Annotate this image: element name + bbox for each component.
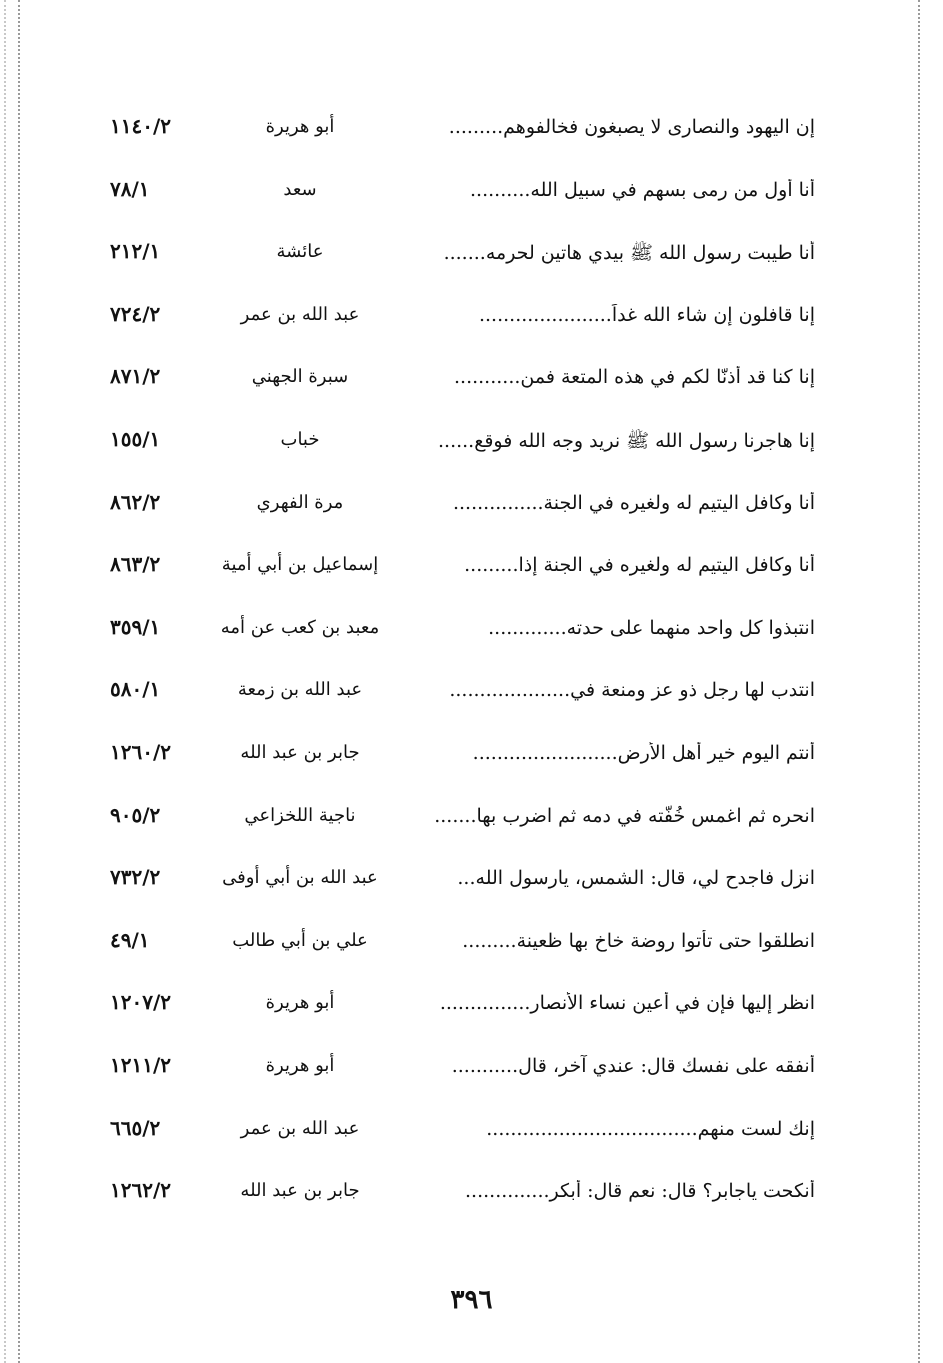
narrator-name: سبرة الجهني — [251, 366, 349, 388]
volume-page-ref: ١٢٦٢/٢ — [110, 1178, 172, 1203]
volume-page-ref: ٢١٢/١ — [110, 239, 161, 264]
narrator-name: مرة الفهري — [256, 491, 344, 513]
index-entry — [110, 171, 815, 234]
index-entry — [110, 984, 815, 1047]
index-entry — [110, 108, 815, 171]
hadith-text: انطلقوا حتى تأتوا روضة خاخ بها ظعينة......... — [462, 929, 815, 952]
volume-page-ref: ٨٦٣/٢ — [110, 552, 161, 577]
hadith-text: أنا وكافل اليتيم له ولغيره في الجنة............... — [452, 491, 815, 514]
left-margin-dots — [18, 0, 20, 1363]
narrator-name: معبد بن كعب عن أمه — [220, 616, 380, 638]
hadith-text: انتدب لها رجل ذو عز ومنعة في.................... — [449, 679, 815, 702]
narrator-name: أبو هريرة — [265, 1054, 335, 1076]
narrator-name: جابر بن عبد الله — [240, 741, 360, 763]
volume-page-ref: ٨٧١/٢ — [110, 364, 161, 389]
volume-page-ref: ١٥٥/١ — [110, 426, 161, 451]
index-entry — [110, 609, 815, 672]
right-margin-dots — [918, 0, 920, 1363]
page-number: ٣٩٦ — [450, 1285, 493, 1315]
index-entry — [110, 1047, 815, 1110]
narrator-name: أبو هريرة — [265, 116, 335, 137]
narrator-name: عائشة — [276, 241, 324, 263]
volume-page-ref: ٥٨٠/١ — [110, 677, 161, 702]
narrator-name: جابر بن عبد الله — [240, 1180, 360, 1202]
hadith-text: إنا هاجرنا رسول الله ﷺ نريد وجه الله فوقع...... — [437, 429, 815, 452]
volume-page-ref: ١٢٦٠/٢ — [110, 739, 172, 764]
index-entry — [110, 1172, 815, 1235]
volume-page-ref: ٧٢٤/٢ — [110, 301, 161, 326]
hadith-text: أنا طيبت رسول الله ﷺ بيدي هاتين لحرمه....... — [443, 242, 815, 265]
hadith-text: انحره ثم اغمس خُفّته في دمه ثم اضرب بها....... — [434, 804, 815, 827]
hadith-text: أنتم اليوم خير أهل الأرض........................ — [472, 741, 815, 764]
index-entry — [110, 233, 815, 296]
volume-page-ref: ٤٩/١ — [110, 927, 150, 952]
index-entry — [110, 859, 815, 922]
narrator-name: عبد الله بن أبي أوفى — [222, 867, 378, 889]
hadith-text: أنكحت ياجابر؟ قال: نعم قال: أبكر.............. — [465, 1180, 815, 1203]
index-entry — [110, 671, 815, 734]
hadith-text: انتبذوا كل واحد منهما على حدته............. — [488, 616, 815, 639]
narrator-name: علي بن أبي طالب — [232, 929, 368, 951]
narrator-name: ناجية اللخزاعي — [244, 804, 356, 826]
hadith-text: إنك لست منهم................................... — [486, 1117, 815, 1140]
index-entry — [110, 734, 815, 797]
hadith-text: إنا كنا قد أذنّا لكم في هذه المتعة فمن........... — [453, 366, 815, 389]
hadith-text: إن اليهود والنصارى لا يصبغون فخالفوهم......... — [448, 116, 815, 138]
hadith-text: انظر إليها فإن في أعين نساء الأنصار............... — [439, 992, 815, 1015]
index-entry — [110, 797, 815, 860]
volume-page-ref: ٨٦٢/٢ — [110, 489, 161, 514]
hadith-index-list — [110, 108, 815, 1235]
index-entry — [110, 484, 815, 547]
index-entry — [110, 296, 815, 359]
narrator-name: أبو هريرة — [265, 992, 335, 1014]
index-entry — [110, 546, 815, 609]
narrator-name: إسماعيل بن أبي أمية — [221, 554, 379, 576]
narrator-name: عبد الله بن عمر — [240, 303, 360, 325]
narrator-name: خباب — [280, 428, 320, 450]
hadith-text: أنفقه على نفسك قال: عندي آخر، قال........... — [451, 1054, 815, 1077]
index-entry — [110, 922, 815, 985]
volume-page-ref: ٧٣٢/٢ — [110, 865, 161, 890]
index-entry — [110, 421, 815, 484]
index-entry — [110, 358, 815, 421]
volume-page-ref: ٧٨/١ — [110, 176, 150, 201]
hadith-text: أنا وكافل اليتيم له ولغيره في الجنة إذا......... — [464, 554, 815, 577]
narrator-name: عبد الله بن عمر — [240, 1117, 360, 1139]
left-margin-outer-dots — [4, 0, 6, 1363]
volume-page-ref: ١٢٠٧/٢ — [110, 990, 172, 1015]
hadith-text: إنا قافلون إن شاء الله غداً...................... — [478, 303, 815, 326]
volume-page-ref: ٩٠٥/٢ — [110, 802, 161, 827]
narrator-name: سعد — [283, 178, 317, 200]
volume-page-ref: ٣٥٩/١ — [110, 614, 161, 639]
index-entry — [110, 1110, 815, 1173]
volume-page-ref: ١١٤٠/٢ — [110, 114, 172, 138]
narrator-name: عبد الله بن زمعة — [237, 679, 363, 701]
hadith-text: انزل فاجدح لي، قال: الشمس، يارسول الله... — [457, 867, 815, 890]
hadith-text: أنا أول من رمى بسهم في سبيل الله.......... — [470, 178, 815, 201]
volume-page-ref: ١٢١١/٢ — [110, 1052, 172, 1077]
volume-page-ref: ٦٦٥/٢ — [110, 1115, 161, 1140]
